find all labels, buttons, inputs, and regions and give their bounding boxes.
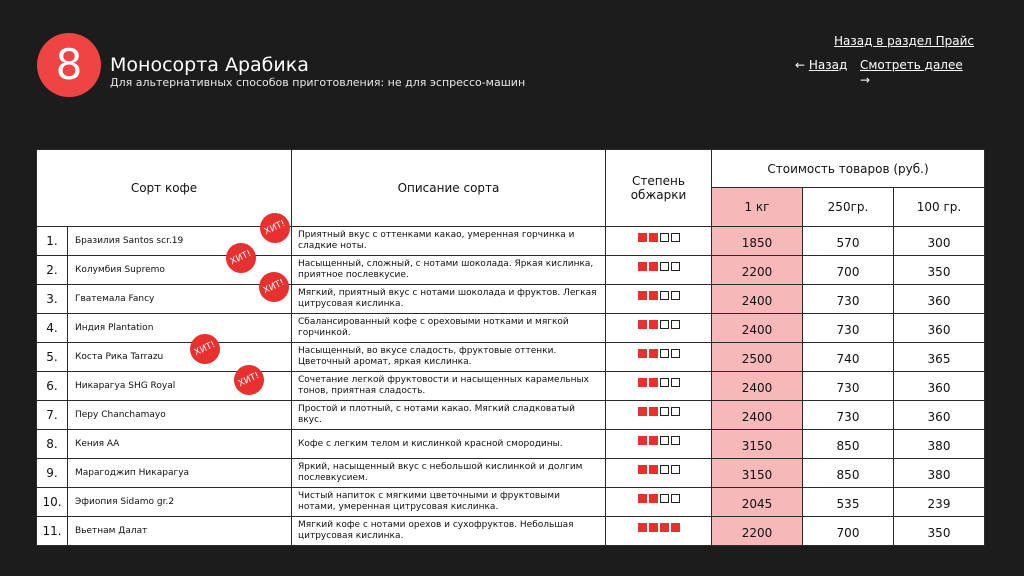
roast-square-empty-icon — [671, 436, 680, 445]
roast-square-empty-icon — [660, 436, 669, 445]
price-100g: 360 — [894, 314, 985, 343]
table-row — [37, 372, 985, 401]
header-roast: Степень обжарки — [606, 150, 712, 227]
row-number: 2. — [37, 256, 68, 285]
roast-level — [606, 343, 712, 372]
coffee-name: Вьетнам Далат — [68, 517, 292, 546]
roast-square-filled-icon — [649, 378, 658, 387]
back-link-label: Назад — [808, 58, 848, 72]
price-1kg: 2400 — [712, 372, 803, 401]
roast-square-filled-icon — [638, 262, 647, 271]
hit-badge: ХИТ! — [221, 238, 261, 278]
arrow-right-icon: → — [860, 73, 871, 87]
row-number: 9. — [37, 459, 68, 488]
roast-square-filled-icon — [638, 320, 647, 329]
roast-square-filled-icon — [638, 233, 647, 242]
row-number: 7. — [37, 401, 68, 430]
roast-square-filled-icon — [638, 378, 647, 387]
roast-square-empty-icon — [660, 233, 669, 242]
roast-square-filled-icon — [649, 349, 658, 358]
coffee-description: Насыщенный, сложный, с нотами шоколада. Яркая кислинка, приятное послевкусие. — [292, 256, 606, 285]
page-subtitle: Для альтернативных способов приготовления: не для эспрессо-машин — [110, 76, 526, 89]
table-row — [37, 488, 985, 517]
price-250g: 700 — [803, 517, 894, 546]
coffee-description: Приятный вкус с оттенками какао, умеренная горчинка и сладкие ноты. — [292, 227, 606, 256]
roast-square-filled-icon — [649, 465, 658, 474]
price-250g: 740 — [803, 343, 894, 372]
row-number: 4. — [37, 314, 68, 343]
roast-square-filled-icon — [638, 523, 647, 532]
table-row — [37, 517, 985, 546]
price-250g: 850 — [803, 430, 894, 459]
header-price-250g: 250гр. — [803, 188, 894, 227]
roast-square-empty-icon — [660, 349, 669, 358]
coffee-name: Марагоджип Никарагуа — [68, 459, 292, 488]
roast-square-filled-icon — [638, 494, 647, 503]
roast-square-filled-icon — [638, 465, 647, 474]
price-1kg: 3150 — [712, 430, 803, 459]
row-number: 11. — [37, 517, 68, 546]
price-1kg: 2400 — [712, 401, 803, 430]
roast-square-empty-icon — [660, 378, 669, 387]
price-100g: 365 — [894, 343, 985, 372]
price-1kg: 2045 — [712, 488, 803, 517]
price-250g: 730 — [803, 401, 894, 430]
hit-badge: ХИТ! — [185, 329, 225, 369]
coffee-description: Насыщенный, во вкусе сладость, фруктовые оттенки. Цветочный аромат, яркая кислинка. — [292, 343, 606, 372]
roast-square-empty-icon — [660, 291, 669, 300]
roast-level — [606, 430, 712, 459]
roast-level — [606, 372, 712, 401]
roast-level — [606, 227, 712, 256]
roast-level — [606, 256, 712, 285]
hit-badge: ХИТ! — [229, 360, 269, 400]
price-1kg: 3150 — [712, 459, 803, 488]
page-title: Моносорта Арабика — [110, 54, 309, 76]
table-row — [37, 256, 985, 285]
roast-square-filled-icon — [649, 494, 658, 503]
hit-badge: ХИТ! — [254, 267, 294, 307]
price-1kg: 2200 — [712, 517, 803, 546]
roast-square-empty-icon — [671, 407, 680, 416]
roast-level — [606, 488, 712, 517]
arrow-left-icon: ← — [795, 58, 806, 72]
roast-square-filled-icon — [649, 320, 658, 329]
roast-level — [606, 401, 712, 430]
coffee-name: Коста Рика Tarrazu — [68, 343, 292, 372]
coffee-description: Яркий, насыщенный вкус с небольшой кислинкой и долгим послевкусием. — [292, 459, 606, 488]
roast-square-filled-icon — [649, 262, 658, 271]
header-sort: Сорт кофе — [37, 150, 292, 227]
roast-level — [606, 285, 712, 314]
coffee-name: Кения АА — [68, 430, 292, 459]
price-100g: 350 — [894, 256, 985, 285]
price-1kg: 2200 — [712, 256, 803, 285]
price-250g: 730 — [803, 372, 894, 401]
price-250g: 730 — [803, 314, 894, 343]
table-row — [37, 401, 985, 430]
header-price-1kg: 1 кг — [712, 188, 803, 227]
roast-square-empty-icon — [671, 378, 680, 387]
coffee-description: Кофе с легким телом и кислинкой красной смородины. — [292, 430, 606, 459]
back-to-price-link[interactable]: Назад в раздел Прайс — [834, 34, 975, 48]
roast-square-filled-icon — [660, 523, 669, 532]
price-100g: 239 — [894, 488, 985, 517]
price-100g: 380 — [894, 430, 985, 459]
header-description: Описание сорта — [292, 150, 606, 227]
row-number: 8. — [37, 430, 68, 459]
coffee-description: Простой и плотный, с нотами какао. Мягкий сладковатый вкус. — [292, 401, 606, 430]
roast-square-empty-icon — [671, 233, 680, 242]
roast-square-filled-icon — [671, 523, 680, 532]
roast-square-empty-icon — [660, 465, 669, 474]
price-1kg: 2400 — [712, 314, 803, 343]
table-row — [37, 285, 985, 314]
coffee-name: Эфиопия Sidamo gr.2 — [68, 488, 292, 517]
row-number: 1. — [37, 227, 68, 256]
price-1kg: 1850 — [712, 227, 803, 256]
price-100g: 380 — [894, 459, 985, 488]
row-number: 6. — [37, 372, 68, 401]
coffee-description: Чистый напиток с мягкими цветочными и фруктовыми нотами, умеренная цитрусовая кислинка. — [292, 488, 606, 517]
roast-square-empty-icon — [660, 407, 669, 416]
price-100g: 360 — [894, 372, 985, 401]
row-number: 5. — [37, 343, 68, 372]
coffee-name: Никарагуа SHG Royal — [68, 372, 292, 401]
roast-square-empty-icon — [671, 494, 680, 503]
roast-square-empty-icon — [671, 291, 680, 300]
price-100g: 300 — [894, 227, 985, 256]
row-number: 10. — [37, 488, 68, 517]
roast-square-empty-icon — [671, 349, 680, 358]
coffee-name: Индия Plantation — [68, 314, 292, 343]
price-250g: 730 — [803, 285, 894, 314]
price-100g: 360 — [894, 401, 985, 430]
row-number: 3. — [37, 285, 68, 314]
header-price: Стоимость товаров (руб.) — [712, 150, 985, 188]
roast-square-filled-icon — [649, 233, 658, 242]
price-1kg: 2400 — [712, 285, 803, 314]
roast-square-empty-icon — [671, 465, 680, 474]
roast-square-filled-icon — [638, 407, 647, 416]
roast-square-filled-icon — [649, 523, 658, 532]
price-table — [36, 149, 985, 546]
slide-number-badge: 8 — [37, 33, 101, 97]
price-250g: 850 — [803, 459, 894, 488]
back-link[interactable] — [795, 58, 847, 72]
price-250g: 570 — [803, 227, 894, 256]
roast-square-filled-icon — [638, 291, 647, 300]
coffee-description: Сочетание легкой фруктовости и насыщенных карамельных тонов, приятная сладость. — [292, 372, 606, 401]
coffee-name: Перу Chanchamayo — [68, 401, 292, 430]
roast-square-empty-icon — [660, 494, 669, 503]
coffee-name: Бразилия Santos scr.19 — [68, 227, 292, 256]
price-100g: 360 — [894, 285, 985, 314]
coffee-description: Мягкий кофе с нотами орехов и сухофруктов. Небольшая цитрусовая кислинка. — [292, 517, 606, 546]
roast-square-empty-icon — [671, 320, 680, 329]
roast-level — [606, 459, 712, 488]
roast-square-filled-icon — [649, 436, 658, 445]
table-row — [37, 459, 985, 488]
price-250g: 700 — [803, 256, 894, 285]
roast-square-empty-icon — [660, 262, 669, 271]
coffee-description: Сбалансированный кофе с ореховыми нотками и мягкой горчинкой. — [292, 314, 606, 343]
see-more-link[interactable] — [860, 58, 963, 88]
header-price-100g: 100 гр. — [894, 188, 985, 227]
roast-square-filled-icon — [649, 407, 658, 416]
roast-square-empty-icon — [671, 262, 680, 271]
coffee-name: Колумбия Supremo — [68, 256, 292, 285]
price-100g: 350 — [894, 517, 985, 546]
coffee-description: Мягкий, приятный вкус с нотами шоколада и фруктов. Легкая цитрусовая кислинка. — [292, 285, 606, 314]
roast-level — [606, 314, 712, 343]
price-1kg: 2500 — [712, 343, 803, 372]
table-row — [37, 430, 985, 459]
table-row — [37, 227, 985, 256]
roast-level — [606, 517, 712, 546]
table-row — [37, 314, 985, 343]
price-250g: 535 — [803, 488, 894, 517]
roast-square-filled-icon — [638, 436, 647, 445]
roast-square-empty-icon — [660, 320, 669, 329]
hit-badge: ХИТ! — [255, 208, 295, 248]
coffee-name: Гватемала Fancy — [68, 285, 292, 314]
see-more-link-label: Смотреть далее — [860, 58, 963, 72]
roast-square-filled-icon — [638, 349, 647, 358]
roast-square-filled-icon — [649, 291, 658, 300]
table-row — [37, 343, 985, 372]
